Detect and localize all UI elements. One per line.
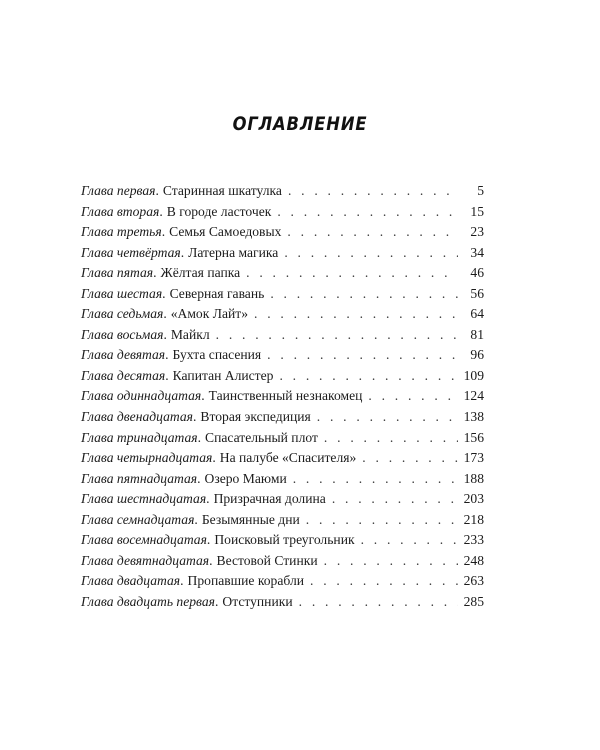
- chapter-title: Отступники: [222, 593, 293, 609]
- dot-leader: [317, 407, 458, 428]
- chapter-separator: .: [161, 224, 166, 240]
- toc-row: [81, 222, 484, 243]
- chapter-separator: .: [197, 470, 201, 486]
- chapter-number: Глава девятая: [81, 347, 166, 363]
- chapter-number: Глава пятая: [81, 265, 154, 281]
- toc-row: [81, 284, 484, 305]
- chapter-title: Жёлтая папка: [160, 265, 241, 281]
- chapter-separator: .: [155, 183, 159, 198]
- chapter-title: Старинная шкатулка: [162, 183, 282, 198]
- chapter-number: Глава двадцатая: [81, 573, 181, 589]
- page-number: 138: [463, 409, 484, 425]
- chapter-number: Глава шестая: [81, 285, 163, 301]
- page-number: 285: [463, 593, 484, 609]
- chapter-separator: .: [206, 491, 210, 507]
- page-number: 233: [463, 532, 484, 548]
- chapter-separator: .: [165, 347, 169, 363]
- dot-leader: [284, 243, 458, 264]
- dot-leader: [277, 202, 458, 223]
- toc-row: [81, 448, 484, 469]
- toc-row: [81, 571, 484, 592]
- chapter-title: «Амок Лайт»: [170, 306, 249, 322]
- page-number: 81: [470, 326, 484, 342]
- chapter-number: Глава первая: [81, 183, 156, 198]
- chapter-number: Глава седьмая: [81, 306, 164, 322]
- chapter-title: Спасательный плот: [205, 429, 318, 445]
- dot-leader: [332, 489, 458, 510]
- chapter-separator: .: [214, 593, 219, 609]
- chapter-separator: .: [162, 285, 166, 301]
- chapter-title: Озеро Маюми: [204, 470, 287, 486]
- chapter-number: Глава восемнадцатая: [81, 532, 207, 548]
- chapter-title: На палубе «Спасителя»: [219, 450, 357, 466]
- toc-row: [81, 489, 484, 510]
- chapter-title: Пропавшие корабли: [187, 573, 305, 589]
- chapter-separator: .: [159, 203, 163, 219]
- page-number: 15: [470, 203, 484, 219]
- chapter-separator: .: [180, 573, 184, 589]
- page-number: 248: [463, 552, 484, 568]
- dot-leader: [310, 571, 458, 592]
- page-number: 5: [477, 183, 484, 198]
- chapter-number: Глава десятая: [81, 367, 166, 383]
- page-number: 188: [463, 470, 484, 486]
- page-number: 124: [463, 388, 484, 404]
- chapter-number: Глава шестнадцатая: [81, 491, 207, 507]
- chapter-title: Безымянные дни: [201, 511, 300, 527]
- toc-row: [81, 181, 484, 202]
- dot-leader: [254, 304, 458, 325]
- dot-leader: [270, 284, 458, 305]
- chapter-number: Глава четвёртая: [81, 244, 181, 260]
- toc-row: [81, 202, 484, 223]
- chapter-separator: .: [193, 409, 197, 425]
- chapter-number: Глава девятнадцатая: [81, 552, 210, 568]
- toc-row: [81, 551, 484, 572]
- table-of-contents: [81, 181, 484, 612]
- chapter-number: Глава тринадцатая: [81, 429, 198, 445]
- chapter-separator: .: [163, 326, 167, 342]
- chapter-title: Семья Самоедовых: [169, 224, 282, 240]
- toc-row: [81, 592, 484, 613]
- dot-leader: [306, 510, 458, 531]
- chapter-title: Поисковый треугольник: [214, 532, 355, 548]
- chapter-title: Таинственный незнакомец: [208, 388, 363, 404]
- chapter-title: Вторая экспедиция: [200, 409, 311, 425]
- chapter-number: Глава семнадцатая: [81, 511, 195, 527]
- toc-row: [81, 304, 484, 325]
- page-title: ОГЛАВЛЕНИЕ: [232, 113, 368, 135]
- chapter-separator: .: [153, 265, 157, 281]
- chapter-separator: .: [201, 388, 205, 404]
- chapter-number: Глава третья: [81, 224, 162, 240]
- dot-leader: [299, 592, 458, 613]
- chapter-separator: .: [209, 552, 213, 568]
- toc-row: [81, 530, 484, 551]
- page-number: 46: [470, 265, 484, 281]
- chapter-number: Глава пятнадцатая: [81, 470, 198, 486]
- dot-leader: [362, 448, 458, 469]
- toc-row: [81, 510, 484, 531]
- dot-leader: [279, 366, 458, 387]
- dot-leader: [288, 181, 458, 202]
- chapter-separator: .: [197, 429, 201, 445]
- chapter-title: Майкл: [170, 326, 210, 342]
- page-number: 34: [470, 244, 484, 260]
- chapter-title: В городе ласточек: [166, 203, 272, 219]
- chapter-number: Глава восьмая: [81, 326, 164, 342]
- chapter-title: Северная гавань: [169, 285, 265, 301]
- page-number: 156: [463, 429, 484, 445]
- page-number: 64: [470, 306, 484, 322]
- toc-row: [81, 366, 484, 387]
- chapter-number: Глава двенадцатая: [81, 409, 193, 425]
- toc-row: [81, 263, 484, 284]
- page-number: 203: [463, 491, 484, 507]
- chapter-separator: .: [212, 450, 216, 466]
- chapter-number: Глава одиннадцатая: [81, 388, 202, 404]
- page-number: 263: [463, 573, 484, 589]
- chapter-title: Бухта спасения: [172, 347, 262, 363]
- dot-leader: [361, 530, 458, 551]
- dot-leader: [324, 551, 458, 572]
- chapter-number: Глава четырнадцатая: [81, 450, 213, 466]
- dot-leader: [246, 263, 458, 284]
- chapter-separator: .: [163, 306, 167, 322]
- toc-row: [81, 243, 484, 264]
- dot-leader: [324, 428, 458, 449]
- dot-leader: [267, 345, 458, 366]
- toc-row: [81, 407, 484, 428]
- page-number: 218: [463, 511, 484, 527]
- chapter-title: Вестовой Стинки: [216, 552, 318, 568]
- page-number: 56: [470, 285, 484, 301]
- dot-leader: [293, 469, 458, 490]
- toc-row: [81, 345, 484, 366]
- chapter-separator: .: [194, 511, 198, 527]
- chapter-separator: .: [206, 532, 211, 548]
- toc-row: [81, 325, 484, 346]
- toc-row: [81, 428, 484, 449]
- dot-leader: [368, 386, 458, 407]
- chapter-separator: .: [180, 244, 185, 260]
- page-number: 23: [470, 224, 484, 240]
- page-number: 96: [470, 347, 484, 363]
- chapter-title: Призрачная долина: [213, 491, 326, 507]
- chapter-number: Глава вторая: [81, 203, 160, 219]
- chapter-title: Латерна магика: [188, 244, 279, 260]
- chapter-separator: .: [165, 367, 169, 383]
- toc-row: [81, 469, 484, 490]
- page-number: 173: [463, 450, 484, 466]
- chapter-number: Глава двадцать первая: [81, 593, 215, 609]
- toc-row: [81, 386, 484, 407]
- dot-leader: [216, 325, 458, 346]
- dot-leader: [287, 222, 458, 243]
- chapter-title: Капитан Алистер: [172, 367, 274, 383]
- page-number: 109: [463, 367, 484, 383]
